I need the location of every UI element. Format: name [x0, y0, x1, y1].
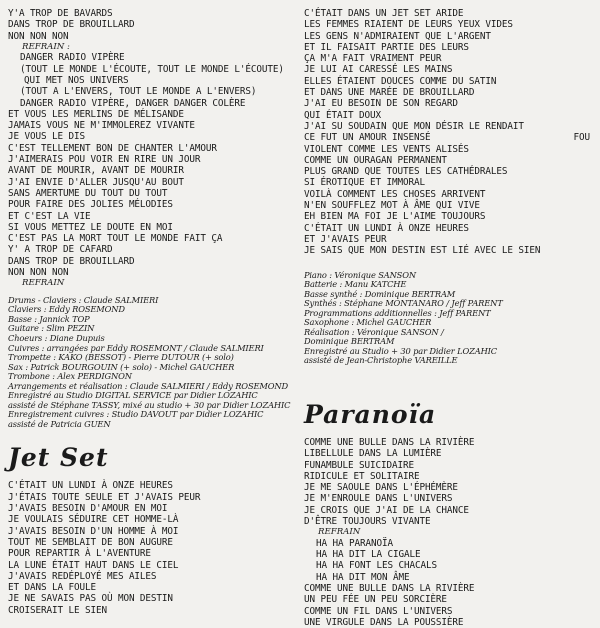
- credit-line: assisté de Patricia GUEN: [8, 418, 111, 429]
- credit-line: Trompette : KAKO (BESSOT) - Pierre DUTOUR (+ solo): [8, 352, 234, 363]
- lyric-line: LES GENS N'ADMIRAIENT QUE L'ARGENT: [304, 30, 491, 42]
- lyric-line: NON NON NON: [8, 30, 69, 42]
- credit-line: Enregistrement cuivres : Studio DAVOUT par Didier LOZAHIC: [8, 409, 264, 420]
- lyric-line: J'ÉTAIS TOUTE SEULE ET J'AVAIS PEUR: [8, 491, 201, 503]
- jet-set-credits: [304, 271, 596, 366]
- right-column: [304, 8, 596, 628]
- lyric-line: JE ME SAOULE DANS L'ÉPHÉMÈRE: [304, 482, 458, 494]
- lyric-line: VIOLENT COMME LES VENTS ALISÉS: [304, 143, 469, 155]
- lyric-line: DANGER RADIO VIPÈRE: [20, 52, 125, 64]
- lyric-line: J'AIMERAIS POU VOIR EN RIRE UN JOUR: [8, 154, 201, 166]
- lyric-line: QUI MET NOS UNIVERS: [24, 74, 129, 86]
- lyric-line: JE VOULAIS SÉDUIRE CET HOMME-LÀ: [8, 514, 179, 526]
- lyric-line: JE LUI AI CARESSÉ LES MAINS: [304, 64, 453, 76]
- lyric-line: HA HA PARANOÏA: [316, 537, 393, 549]
- lyric-line: RIDICULE ET SOLITAIRE: [304, 470, 420, 482]
- lyric-line: J'AVAIS BESOIN D'UN HOMME À MOI: [8, 525, 179, 537]
- lyric-line: COMME UNE BULLE DANS LA RIVIÈRE: [304, 437, 475, 448]
- lyric-line: EH BIEN MA FOI JE L'AIME TOUJOURS: [304, 211, 486, 223]
- lyric-line: HA HA FONT LES CHACALS: [316, 560, 437, 572]
- lyric-text: CE FUT UN AMOUR INSENSÉ: [304, 132, 431, 144]
- credit-line: Guitare : Slim PEZIN: [8, 323, 95, 334]
- song-title-jet-set: Jet Set: [8, 443, 109, 473]
- lyric-line: C'EST PAS LA MORT TOUT LE MONDE FAIT ÇA: [8, 233, 223, 245]
- lyric-line: ET VOUS LES MERLINS DE MÉLISANDE: [8, 108, 184, 120]
- lyric-line: C'ÉTAIT UN LUNDI À ONZE HEURES: [8, 480, 173, 492]
- left-column: [8, 8, 296, 616]
- song-title-paranoia: Paranoïa: [304, 400, 437, 429]
- credit-line: Enregistré au Studio + 30 par Didier LOZAHIC: [304, 345, 497, 356]
- credit-line: Programmations additionnelles : Jeff PARENT: [304, 307, 491, 318]
- lyric-line: JE M'ENROULE DANS L'UNIVERS: [304, 493, 453, 505]
- lyric-line: D'ÊTRE TOUJOURS VIVANTE: [304, 516, 431, 528]
- lyric-line: SI ÉROTIQUE ET IMMORAL: [304, 177, 425, 189]
- lyric-line: ET C'EST LA VIE: [8, 210, 91, 222]
- lyric-line: JAMAIS VOUS NE M'IMMOLEREZ VIVANTE: [8, 120, 195, 132]
- lyric-line: TOUT ME SEMBLAIT DE BON AUGURE: [8, 536, 173, 548]
- lyric-line: HA HA DIT MON ÂME: [316, 571, 410, 583]
- credit-line: Enregistré au Studio DIGITAL SERVICE par Didier LOZAHIC: [8, 390, 258, 401]
- lyric-line: NON NON NON: [8, 267, 69, 279]
- lyric-line: POUR FAIRE DES JOLIES MÉLODIES: [8, 199, 173, 211]
- credit-line: Claviers : Eddy ROSEMOND: [8, 304, 125, 315]
- credit-line: Dominique BERTRAM: [304, 336, 395, 347]
- lyric-line: N'EN SOUFFLEZ MOT À ÂME QUI VIVE: [304, 200, 480, 212]
- lyric-line: LES FEMMES RIAIENT DE LEURS YEUX VIDES: [304, 19, 513, 31]
- refrain-label: REFRAIN: [318, 527, 361, 538]
- lyric-line: ET DANS LA FOULE: [8, 582, 96, 594]
- credit-line: Batterie : Manu KATCHE: [304, 279, 407, 290]
- lyric-line: ET IL FAISAIT PARTIE DES LEURS: [304, 41, 469, 53]
- lyric-line: JE NE SAVAIS PAS OÙ MON DESTIN: [8, 593, 173, 605]
- refrain-label: REFRAIN :: [22, 41, 70, 52]
- credit-line: assisté de Jean-Christophe VAREILLE: [304, 355, 458, 366]
- lyric-line: J'AI EU BESOIN DE SON REGARD: [304, 98, 458, 110]
- lyric-line: DANS TROP DE BROUILLARD: [8, 19, 135, 31]
- credit-line: assisté de Stéphane TASSY, mixé au studio + 30 par Didier LOZAHIC: [8, 399, 291, 410]
- lyric-line: ET DANS UNE MARÉE DE BROUILLARD: [304, 87, 475, 99]
- lyric-line: J'AVAIS BESOIN D'AMOUR EN MOI: [8, 503, 168, 515]
- lyric-line: UN PEU FÉE UN PEU SORCIÈRE: [304, 594, 447, 606]
- jet-set-lyrics-start: [8, 480, 296, 616]
- lyric-line: JE CROIS QUE J'AI DE LA CHANCE: [304, 504, 469, 516]
- radio-vipere-credits: [8, 296, 296, 430]
- credit-line: Cuivres : arrangées par Eddy ROSEMONT / Claude SALMIERI: [8, 342, 264, 353]
- lyric-line: C'ÉTAIT UN LUNDI À ONZE HEURES: [304, 222, 469, 234]
- lyric-line: C'EST TELLEMENT BON DE CHANTER L'AMOUR: [8, 142, 217, 154]
- lyric-line: POUR REPARTIR À L'AVENTURE: [8, 548, 151, 560]
- lyric-line: VOILÀ COMMENT LES CHOSES ARRIVENT: [304, 188, 486, 200]
- lyric-line: Y'A TROP DE BAVARDS: [8, 8, 113, 19]
- credit-line: Synthés : Stéphane MONTANARO / Jeff PARENT: [304, 298, 503, 309]
- lyric-line: [304, 132, 596, 143]
- lyric-line: HA HA DIT LA CIGALE: [316, 549, 421, 561]
- lyric-line: (TOUT A L'ENVERS, TOUT LE MONDE A L'ENVERS): [20, 86, 257, 98]
- lyric-line: JE VOUS LE DIS: [8, 131, 85, 143]
- radio-vipere-lyrics-end: [8, 8, 296, 289]
- lyric-line: C'ÉTAIT DANS UN JET SET ARIDE: [304, 8, 464, 19]
- lyric-line: QUI ÉTAIT DOUX: [304, 109, 381, 121]
- lyric-line: COMME UN FIL DANS L'UNIVERS: [304, 605, 453, 617]
- jet-set-lyrics-end: [304, 8, 596, 257]
- lyric-line: DANGER RADIO VIPÈRE, DANGER DANGER COLÈRE: [20, 97, 246, 109]
- credit-line: Trombone : Alex PERDIGNON: [8, 371, 132, 382]
- credit-line: Arrangements et réalisation : Claude SALMIERI / Eddy ROSEMOND: [8, 380, 289, 391]
- credit-line: Choeurs : Diane Dupuis: [8, 333, 105, 344]
- credit-line: Saxophone : Michel GAUCHER: [304, 317, 432, 328]
- lyric-line: JE SAIS QUE MON DESTIN EST LIÉ AVEC LE SIEN: [304, 245, 541, 257]
- lyric-line: ELLES ÉTAIENT DOUCES COMME DU SATIN: [304, 75, 497, 87]
- lyric-line: CROISERAIT LE SIEN: [8, 604, 107, 616]
- lyric-line: COMME UN OURAGAN PERMANENT: [304, 154, 447, 166]
- lyric-line: Y' A TROP DE CAFARD: [8, 244, 113, 256]
- lyric-line: DANS TROP DE BROUILLARD: [8, 255, 135, 267]
- lyric-line: SANS AMERTUME DU TOUT DU TOUT: [8, 187, 168, 199]
- credit-line: Réalisation : Véronique SANSON /: [304, 326, 444, 337]
- credit-line: Basse : Jannick TOP: [8, 313, 90, 324]
- credit-line: Piano : Véronique SANSON: [304, 269, 416, 280]
- credit-line: Drums - Claviers : Claude SALMIERI: [8, 294, 159, 305]
- lyric-line: SI VOUS METTEZ LE DOUTE EN MOI: [8, 221, 173, 233]
- lyric-continuation-word: FOU: [573, 132, 590, 144]
- lyric-line: J'AVAIS REDÉPLOYÉ MES AILES: [8, 570, 157, 582]
- lyric-line: LIBELLULE DANS LA LUMIÈRE: [304, 448, 442, 460]
- lyric-line: J'AI ENVIE D'ALLER JUSQU'AU BOUT: [8, 176, 184, 188]
- lyric-line: (TOUT LE MONDE L'ÉCOUTE, TOUT LE MONDE L'ÉCOUTE): [20, 63, 284, 75]
- lyric-line: FUNAMBULE SUICIDAIRE: [304, 459, 414, 471]
- credit-line: Sax : Patrick BOURGOUIN (+ solo) - Michel GAUCHER: [8, 361, 235, 372]
- lyric-line: UNE VIRGULE DANS LA POUSSIÈRE: [304, 616, 464, 628]
- lyric-line: ÇA M'A FAIT VRAIMENT PEUR: [304, 53, 442, 65]
- lyric-line: PLUS GRAND QUE TOUTES LES CATHÉDRALES: [304, 166, 508, 178]
- lyric-line: ET J'AVAIS PEUR: [304, 233, 387, 245]
- paranoia-lyrics: [304, 437, 596, 628]
- lyric-line: J'AI SU SOUDAIN QUE MON DÉSIR LE RENDAIT: [304, 120, 524, 132]
- credit-line: Basse synthé : Dominique BERTRAM: [304, 288, 456, 299]
- lyric-line: AVANT DE MOURIR, AVANT DE MOURIR: [8, 165, 184, 177]
- lyric-line: LA LUNE ÉTAIT HAUT DANS LE CIEL: [8, 559, 179, 571]
- lyric-line: COMME UNE BULLE DANS LA RIVIÈRE: [304, 583, 475, 595]
- refrain-label: REFRAIN: [22, 278, 65, 289]
